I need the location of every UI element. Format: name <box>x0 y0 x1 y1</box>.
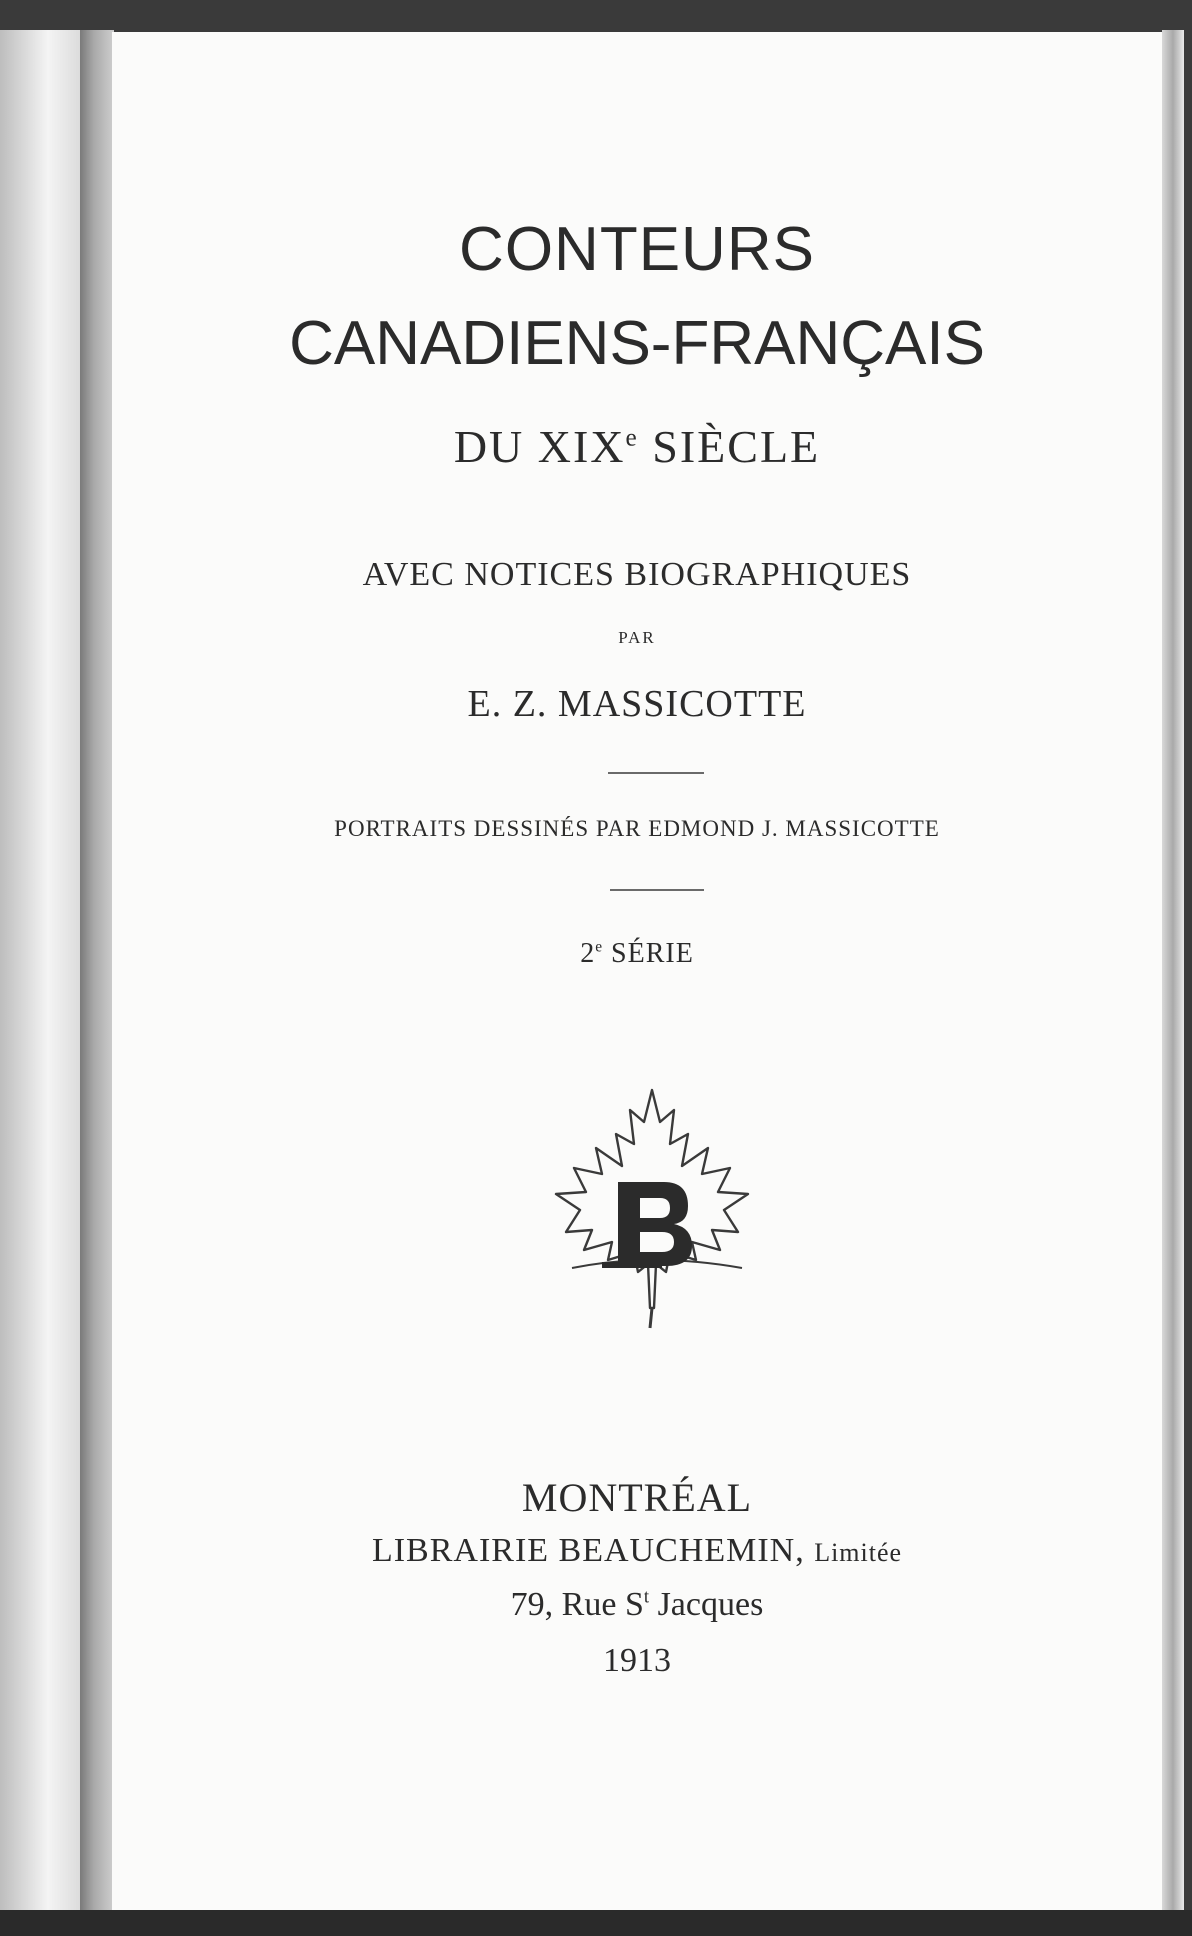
publisher-suffix: Limitée <box>814 1538 903 1567</box>
address-prefix: 79, Rue S <box>510 1586 644 1623</box>
series-label: SÉRIE <box>603 938 694 969</box>
imprint-address <box>112 1586 1162 1624</box>
address-suffix: Jacques <box>649 1586 764 1623</box>
portraits-credit: PORTRAITS DESSINÉS PAR EDMOND J. MASSICOTTE <box>334 816 940 841</box>
book-gutter <box>80 30 114 1910</box>
publisher-name: LIBRAIRIE BEAUCHEMIN, <box>371 1532 805 1569</box>
title-line-1: CONTEURS <box>459 215 815 284</box>
imprint-year: 1913 <box>603 1642 671 1679</box>
subtitle-suffix: SIÈCLE <box>638 421 821 472</box>
imprint-publisher <box>112 1532 1162 1570</box>
author-name: E. Z. MASSICOTTE <box>467 683 807 725</box>
monogram-letters <box>602 1182 692 1268</box>
subtitle-superscript: e <box>625 423 639 452</box>
notices-line: AVEC NOTICES BIOGRAPHIQUES <box>362 556 912 593</box>
series-superscript: e <box>595 938 604 956</box>
divider-rule <box>610 889 704 891</box>
facing-page-edge <box>0 30 80 1910</box>
address-superscript: t <box>643 1586 650 1608</box>
series-number: 2 <box>580 938 596 969</box>
maple-leaf-monogram-icon <box>542 1082 762 1338</box>
imprint-city: MONTRÉAL <box>521 1475 753 1520</box>
par-line: PAR <box>618 628 656 647</box>
series-line <box>112 938 1162 970</box>
subtitle-prefix: DU XIX <box>453 421 626 472</box>
scan-border <box>0 1910 1192 1936</box>
subtitle <box>112 420 1162 473</box>
divider-rule <box>608 772 704 774</box>
page-edge <box>1162 30 1184 1910</box>
title-line-2: CANADIENS-FRANÇAIS <box>289 309 985 378</box>
